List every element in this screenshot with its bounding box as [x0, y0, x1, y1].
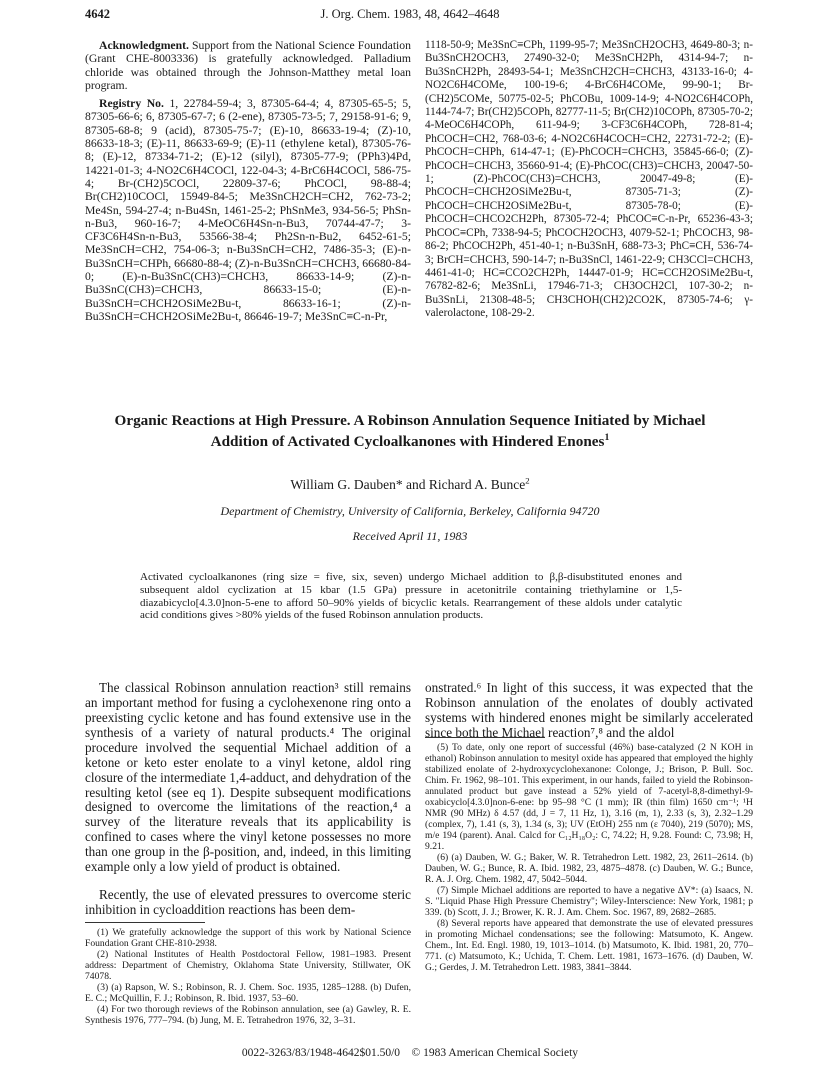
author-footnote-mark: 2: [525, 475, 530, 486]
acknowledgment-text: Support from the National Science Foundation (Grant CHE-8003336) is gratefully acknowledged. Palladium chloride was obtained through the Johnson-Matthey metal loan program.: [85, 39, 411, 92]
footnote: (1) We gratefully acknowledge the support of this work by National Science Foundation Grant CHE-810-2938.: [85, 927, 411, 949]
title-text: Organic Reactions at High Pressure. A Robinson Annulation Sequence Initiated by Michael Addition of Activated Cycloalkanones with Hindered Enones: [114, 412, 706, 450]
authors: [85, 477, 735, 493]
registry-label: Registry No.: [99, 97, 164, 111]
footnote-divider-right: [425, 737, 545, 738]
article-title: [85, 411, 735, 452]
author-names: William G. Dauben* and Richard A. Bunce: [290, 477, 526, 492]
footnote: (7) Simple Michael additions are reported to have a negative ΔV*: (a) Isaacs, N. S. "Liquid Phase High Pressure Chemistry"; Wiley-Interscience: New York, 1981; p 339. (b) Scott, J. J.; Brower, K. R. J. Am. Chem. Soc. 1967, 89, 2682–2685.: [425, 885, 753, 918]
article-code: 0022-3263/83/1948-4642$01.50/0: [241, 1047, 401, 1059]
body-paragraph-2-continued: onstrated.⁶ In light of this success, it was expected that the Robinson annulation of the enolates of doubly activated systems with hindered enones might be similarly accelerated since both the Michael reaction⁷,⁸ and the aldol: [425, 680, 753, 740]
copyright: © 1983 American Chemical Society: [411, 1047, 579, 1059]
registry-continued: 1118-50-9; Me3SnC≡CPh, 1199-95-7; Me3SnCH2OCH3, 4649-80-3; n-Bu3SnCH2OCH3, 27490-32-0; Me3SnCH2Ph, 4314-94-7; n-Bu3SnCH2Ph, 28493-54-1; Me3SnCH2CH=CHCH3, 43133-16-0; 4-NO2C6H4COMe, 100-19-6; 4-BrC6H4COMe, 99-90-1; Br-(CH2)5COMe, 50775-02-5; PhCOBu, 1009-14-9; 4-NO2C6H4COPh, 1144-74-7; Br(CH2)5COPh, 82777-11-5; Br(CH2)10COPh, 87305-70-2; 4-MeOC6H4COPh, 611-94-9; 3-CF3C6H4COPh, 728-81-4; PhCOCH=CH2, 768-03-6; 4-NO2C6H4COCH=CH2, 22731-72-2; (E)-PhCOCH=CHPh, 614-47-1; (E)-PhCOCH=CHCH3, 35845-66-0; (Z)-PhCOCH=CHCH3, 35660-91-4; (E)-PhCOC(CH3)=CHCH3, 20047-50-1; (Z)-PhCOC(CH3)=CHCH3, 20047-49-8; (E)-PhCOCH=CHCH2OSiMe2Bu-t, 87305-71-3; (Z)-PhCOCH=CHCH2OSiMe2Bu-t, 87305-78-0; (E)-PhCOCH=CHCO2CH2Ph, 87305-72-4; PhCOC≡C-n-Pr, 65236-43-3; PhCOC≡CPh, 7338-94-5; PhCOCH2OCH3, 4079-52-1; PhCOCH3, 98-86-2; PhCOCH2Ph, 451-40-1; n-Bu3SnH, 688-73-3; PhC≡CH, 536-74-3; BrCH=CHCH3, 590-14-7; n-Bu3SnCl, 1461-22-9; CH3CCl=CHCH3, 4461-41-0; HC≡CCO2CH2Ph, 14447-01-9; HC≡CCH2OSiMe2Bu-t, 76782-82-6; Me3SnLi, 17946-71-3; CH3OCH2Cl, 107-30-2; n-Bu3SnLi, 21308-48-5; CH3CHOH(CH2)2CO2K, 87305-74-6; γ-valerolactone, 108-29-2.: [425, 39, 753, 320]
body-paragraph-2: Recently, the use of elevated pressures to overcome steric inhibition in cycloaddition reactions has been dem-: [85, 887, 411, 918]
footnote: (6) (a) Dauben, W. G.; Baker, W. R. Tetrahedron Lett. 1982, 23, 2611–2614. (b) Dauben, W. G.; Bunce, R. A. Ibid. 1982, 23, 4875–4878. (c) Dauben, W. G.; Bunce, R. A. J. Org. Chem. 1982, 47, 5042–5044.: [425, 852, 753, 885]
footnote: (3) (a) Rapson, W. S.; Robinson, R. J. Chem. Soc. 1935, 1285–1288. (b) Dufen, E. C.; McQuillin, F. J.; Robinson, R. Ibid. 1937, 53–60.: [85, 982, 411, 1004]
footnote: (5) To date, only one report of successful (46%) base-catalyzed (2 N KOH in ethanol) Robinson annulation to mesityl oxide has appeared that employed the highly stabilized enolate of 2-hydroxycyclohexanone: Colonge, J.; Brison, P. Bull. Soc. Chim. Fr. 1962, 98–101. This experiment, in our hands, failed to yield the Robinson-annulated product but gave instead a 52% yield of 7-acetyl-8,8-dimethyl-9-oxabicyclo[4.3.0]non-6-ene: bp 95–98 °C (1 mm); IR (thin film) 1650 cm⁻¹; ¹H NMR (90 MHz) δ 4.57 (dd, J = 7, 11 Hz, 1), 3.16 (m, 1), 2.33 (s, 3), 2.32–1.29 (complex, 7), 1.41 (s, 3), 1.34 (s, 3); UV (EtOH) 255 nm (ε 7040), 219 (5070); MS, m/e 194 (parent). Anal. Calcd for C₁₂H₁₈O₂: C, 74.22; H, 9.28. Found: C, 73.98; H, 9.21.: [425, 742, 753, 852]
body-left-column: [85, 668, 411, 931]
body-paragraph-1: The classical Robinson annulation reaction³ still remains an important method for fusing a cyclohexenone ring onto a preexisting cyclic ketone and has found extensive use in the synthesis of a variety of natural products.⁴ The original procedure involved the sequential Michael addition of a ketone or keto ester enolate to a vinyl ketone, aldol ring closure of the intermediate 1,4-adduct, and dehydration of the resulting ketol (see eq 1). Despite subsequent modifications designed to overcome the limitations of the reaction,⁴ a survey of the literature reveals that its applicability is confined to cases where the vinyl ketone possesses no more than one group in the β-position, and, indeed, in this limiting example only a low yield of product is obtained.: [85, 680, 411, 875]
affiliation: Department of Chemistry, University of California, Berkeley, California 94720: [220, 504, 600, 518]
registry-numbers: [85, 97, 411, 323]
journal-citation: J. Org. Chem. 1983, 48, 4642–4648: [320, 7, 500, 21]
page-number: 4642: [85, 7, 110, 21]
footnote-divider-left: [85, 922, 205, 923]
footnote: (4) For two thorough reviews of the Robinson annulation, see (a) Gawley, R. E. Synthesis 1976, 777–794. (b) Jung, M. E. Tetrahedron 1976, 32, 3–31.: [85, 1004, 411, 1026]
footnotes-left: [85, 927, 411, 1026]
acknowledgment-label: Acknowledgment.: [99, 39, 189, 52]
footnotes-right: [425, 742, 753, 973]
previous-article-end-right: [425, 39, 753, 321]
running-header: [0, 7, 820, 23]
registry-text: 1, 22784-59-4; 3, 87305-64-4; 4, 87305-65-5; 5, 87305-66-6; 6, 87305-67-7; 6 (2-ene), 87305-73-5; 7, 29158-91-6; 9, 87305-68-8; 9 (acid), 87305-75-7; (E)-10, 86633-19-4; (Z)-10, 86633-18-3; (E)-11, 86633-69-9; (E)-11 (ethylene ketal), 87305-76-8; (E)-12, 87334-71-2; (E)-12 (silyl), 87305-77-9; (PPh3)4Pd, 14221-01-3; 4-NO2C6H4COCl, 122-04-3; 4-BrC6H4COCl, 586-75-4; Br-(CH2)5COCl, 22809-37-6; PhCOCl, 98-88-4; Br(CH2)10COCl, 15949-84-5; Me3SnCH2CH=CH2, 762-73-2; Me4Sn, 594-27-4; n-Bu4Sn, 1461-25-2; PhSnMe3, 934-56-5; PhSn-n-Bu3, 960-16-7; 4-MeOC6H4Sn-n-Bu3, 70744-47-7; 3-CF3C6H4Sn-n-Bu3, 53566-38-4; Ph2Sn-n-Bu2, 6452-61-5; Me3SnCH=CH2, 754-06-3; n-Bu3SnCH=CH2, 7486-35-3; (E)-n-Bu3SnCH=CHPh, 66680-88-4; (Z)-n-Bu3SnCH=CHCH3, 66680-84-0; (E)-n-Bu3SnC(CH3)=CHCH3, 86633-14-9; (Z)-n-Bu3SnC(CH3)=CHCH3, 86633-15-0; (E)-n-Bu3SnCH=CHCH2OSiMe2Bu-t, 86633-16-1; (Z)-n-Bu3SnCH=CHCH2OSiMe2Bu-t, 86646-19-7; Me3SnC≡C-n-Pr,: [85, 97, 411, 323]
footnote: (8) Several reports have appeared that demonstrate the use of elevated pressures in promoting Michael condensations; see the following: Matsumoto, K. Angew. Chem., Int. Ed. Engl. 1980, 19, 1013–1014. (b) Matsumoto, K. Ibid. 1981, 20, 770–771. (c) Matsumoto, K.; Uchida, T. Chem. Lett. 1981, 1673–1676. (d) Dauben, W. G.; Gerdes, J. M. Tetrahedron Lett. 1983, 3841–3844.: [425, 918, 753, 973]
title-footnote-mark: 1: [604, 431, 610, 443]
received-date: Received April 11, 1983: [352, 529, 468, 543]
previous-article-end-left: [85, 39, 411, 323]
page-footer: [0, 1047, 820, 1059]
acknowledgment: [85, 39, 411, 92]
abstract: Activated cycloalkanones (ring size = five, six, seven) undergo Michael addition to β,β-disubstituted enones and subsequent aldol cyclization at 15 kbar (1.5 GPa) pressure in acetonitrile containing triethylamine or 1,5-diazabicyclo[4.3.0]non-5-ene to afford 50–90% yields of bicyclic ketals. Rearrangement of these aldols under catalytic acid conditions gives >80% yields of the fused Robinson annulation products.: [140, 571, 682, 622]
footnote: (2) National Institutes of Health Postdoctoral Fellow, 1981–1983. Present address: Department of Chemistry, Oklahoma State University, Stillwater, OK 74078.: [85, 949, 411, 982]
